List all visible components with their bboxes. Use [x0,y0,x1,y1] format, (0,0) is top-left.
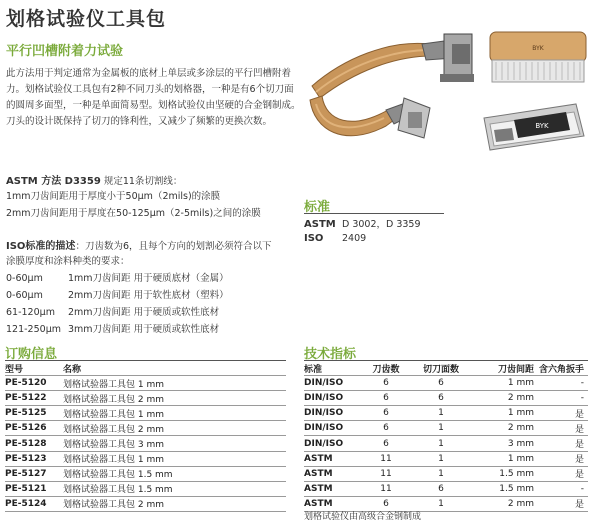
specs-col-wrench: 含六角扳手 [538,361,588,376]
standards-row: ISO 2409 [304,233,367,244]
case-logo: BYK [535,122,549,130]
iso-row: 61-120μm 2mm刀齿间距 用于硬质或软性底材 [6,307,220,318]
order-row: PE-5127 划格试验器工具包 1.5 mm [5,466,286,481]
specs-row: ASTM 11 1 1.5 mm 是 [304,466,588,481]
iso-row: 0-60μm 1mm刀齿间距 用于硬质底材（金属） [6,273,229,284]
iso-row: 121-250μm 3mm刀齿间距 用于硬质或软性底材 [6,324,220,335]
order-row: PE-5126 划格试验器工具包 2 mm [5,421,286,436]
order-row: PE-5121 划格试验器工具包 1.5 mm [5,481,286,496]
page-subtitle: 平行凹槽附着力试验 [6,44,124,59]
specs-row: DIN/ISO 6 6 1 mm - [304,376,588,391]
specs-row: ASTM 11 1 1 mm 是 [304,451,588,466]
specs-row: ASTM 11 6 1.5 mm - [304,481,588,496]
astm-heading: ASTM 方法 D3359 [6,176,101,187]
standards-row: ASTM D 3002，D 3359 [304,219,421,230]
cutter-tool-1 [312,34,474,98]
order-row: PE-5128 划格试验器工具包 3 mm [5,436,286,451]
order-row: PE-5122 划格试验器工具包 2 mm [5,391,286,406]
specs-table [304,361,588,512]
order-table [5,361,286,512]
iso-heading-line [6,237,271,252]
order-row: PE-5120 划格试验器工具包 1 mm [5,376,286,391]
iso-text-1: ：刀齿数为6，且每个方向的划割必须符合以下 [75,241,272,252]
specs-col-teeth: 刀齿数 [362,361,410,376]
standards-divider [304,213,444,214]
iso-text-2: 涂膜厚度和涂料种类的要求： [6,256,130,267]
specs-row: DIN/ISO 6 1 1 mm 是 [304,406,588,421]
specs-footnote: 划格试验仪由高级合金钢制成 [304,512,422,522]
specs-row: DIN/ISO 6 1 3 mm 是 [304,436,588,451]
order-heading: 订购信息 [5,347,58,362]
iso-heading: ISO标准的描述 [6,241,76,252]
specs-row: ASTM 6 1 2 mm 是 [304,496,588,511]
specs-col-spacing: 刀齿间距 [472,361,538,376]
intro-text: 此方法用于判定通常为金属板的底材上单层或多涂层的平行凹槽附着力。划格试验仪工具包有2种不同刀头的划格器，一种是有6个切刀面的圆周多面型，一种是单面简易型。划格试验仪由坚硬的合金钢制成。刀头的设计既保持了切刀的锋利性，又减少了频繁的更换次数。 [6,68,301,127]
cutter-tool-2 [310,96,430,138]
astm-heading-suffix: 规定11条切割线： [100,176,183,187]
specs-row: DIN/ISO 6 6 2 mm - [304,391,588,406]
order-col-name: 名称 [63,361,286,376]
page-title: 划格试验仪工具包 [6,8,167,30]
order-row: PE-5125 划格试验器工具包 1 mm [5,406,286,421]
order-row: PE-5123 划格试验器工具包 1 mm [5,451,286,466]
brush [490,32,586,82]
iso-row: 0-60μm 2mm刀齿间距 用于软性底材（塑料） [6,290,229,301]
specs-col-faces: 切刀面数 [410,361,472,376]
standards-heading: 标准 [304,200,331,215]
astm-line-1: 1mm刀齿间距用于厚度小于50μm（2mils)的涂膜 [6,191,221,202]
order-col-model: 型号 [5,361,63,376]
intro-paragraph [6,66,302,130]
order-header-row [5,361,286,376]
astm-line-2: 2mm刀齿间距用于厚度在50-125μm（2-5mils)之间的涂膜 [6,208,261,219]
specs-col-standard: 标准 [304,361,362,376]
order-row: PE-5124 划格试验器工具包 2 mm [5,496,286,511]
brush-brand-label: BYK [532,45,544,52]
blade-case [484,104,584,150]
product-photo [304,0,593,185]
specs-heading: 技术指标 [304,347,357,362]
specs-header-row [304,361,588,376]
specs-row: DIN/ISO 6 1 2 mm 是 [304,421,588,436]
astm-heading-line [6,172,182,187]
